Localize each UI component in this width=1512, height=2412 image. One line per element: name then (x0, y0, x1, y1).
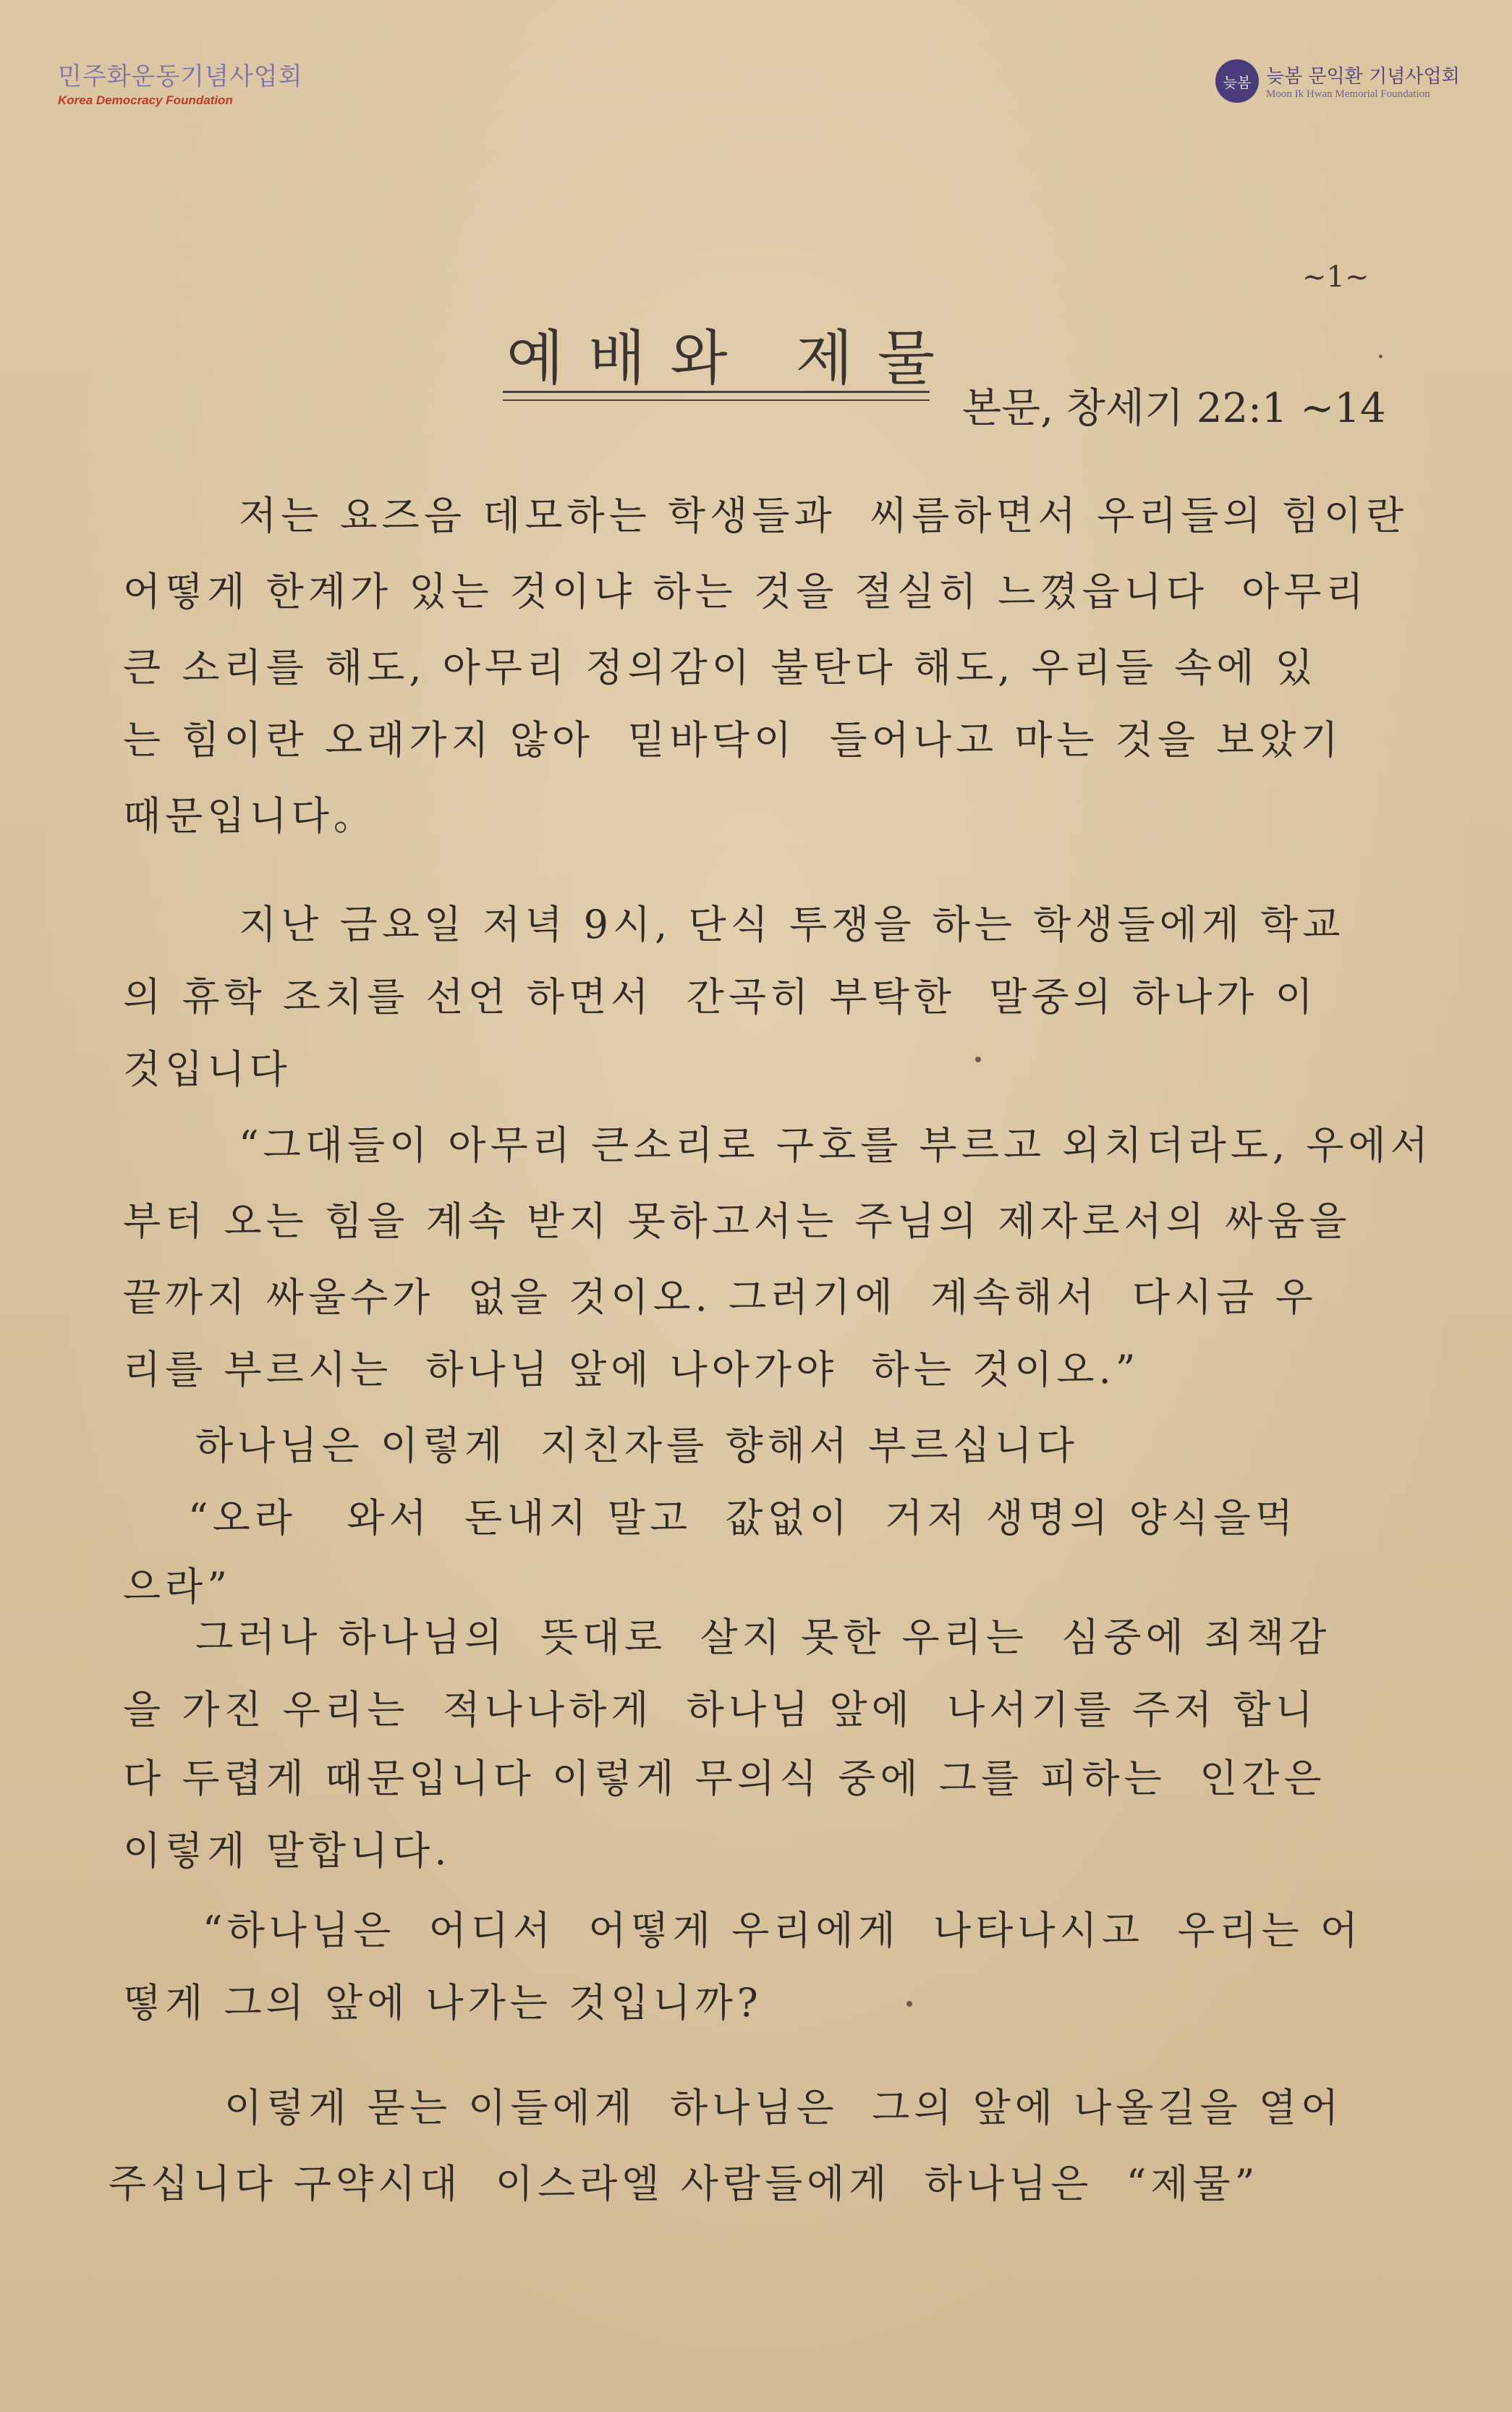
text-line: 그러나 하나님의 뜻대로 살지 못한 우리는 심중에 죄책감 (195, 1615, 1331, 1660)
text-line: 큰 소리를 해도, 아무리 정의감이 불탄다 해도, 우리들 속에 있 (123, 645, 1317, 690)
text-line: 이렇게 말합니다. (123, 1828, 451, 1874)
text-line: 을 가진 우리는 적나나하게 하나님 앞에 나서기를 주저 합니 (123, 1687, 1317, 1732)
text-line: 떻게 그의 앞에 나가는 것입니까? (123, 1980, 763, 2026)
text-line: 리를 부르시는 하나님 앞에 나아가야 하는 것이오.” (123, 1347, 1140, 1392)
ink-spot (1379, 355, 1383, 358)
text-line: 주십니다 구약시대 이스라엘 사람들에게 하나님은 “제물” (109, 2161, 1260, 2206)
scripture-reference: 본문, 창세기 22:1 ~14 (962, 385, 1386, 432)
moon-ik-hwan-foundation-logo (1215, 59, 1460, 103)
text-line: “오라 와서 돈내지 말고 값없이 거저 생명의 양식을먹 (188, 1495, 1298, 1541)
text-line: 것입니다 (123, 1046, 292, 1092)
sermon-title: 예배와 제물 (506, 324, 960, 393)
left-logo-english: Korea Democracy Foundation (58, 93, 233, 107)
text-line: 으라” (123, 1564, 232, 1609)
text-line: 지난 금요일 저녁 9시, 단식 투쟁을 하는 학생들에게 학교 (239, 902, 1345, 947)
right-logo-korean: 늦봄 문익환 기념사업회 (1266, 66, 1460, 88)
text-line: 하나님은 이렇게 지친자를 향해서 부르십니다 (195, 1423, 1079, 1468)
left-logo-korean: 민주화운동기념사업회 (58, 62, 303, 91)
text-line: 부터 오는 힘을 계속 받지 못하고서는 주님의 제자로서의 싸움을 (123, 1198, 1351, 1244)
page-number: ~1~ (1302, 261, 1369, 294)
text-line: 때문입니다。 (123, 793, 377, 839)
text-line: 다 두렵게 때문입니다 이렇게 무의식 중에 그를 피하는 인간은 (123, 1756, 1326, 1801)
text-line: 이렇게 묻는 이들에게 하나님은 그의 앞에 나올길을 열어 (224, 2085, 1343, 2130)
text-line: 저는 요즈음 데모하는 학생들과 씨름하면서 우리들의 힘이란 (239, 493, 1409, 538)
text-line: 끝까지 싸울수가 없을 것이오. 그러기에 계속해서 다시금 우 (123, 1274, 1317, 1320)
neutbom-seal-icon: 늦봄 (1215, 59, 1259, 103)
text-line: 어떻게 한계가 있는 것이냐 하는 것을 절실히 느꼈읍니다 아무리 (123, 569, 1368, 614)
korea-democracy-foundation-logo (58, 56, 302, 108)
text-line: “하나님은 어디서 어떻게 우리에게 나타나시고 우리는 어 (203, 1908, 1363, 1953)
title-underline (503, 391, 930, 393)
right-logo-english: Moon Ik Hwan Memorial Foundation (1266, 88, 1430, 100)
title-underline-double (503, 399, 930, 401)
ink-spot (975, 1057, 981, 1062)
ink-spot (906, 2001, 912, 2007)
text-line: 의 휴학 조치를 선언 하면서 간곡히 부탁한 말중의 하나가 이 (123, 974, 1317, 1020)
text-line: “그대들이 아무리 큰소리로 구호를 부르고 외치더라도, 우에서 (239, 1122, 1432, 1168)
text-line: 는 힘이란 오래가지 않아 밑바닥이 들어나고 마는 것을 보았기 (123, 717, 1343, 763)
